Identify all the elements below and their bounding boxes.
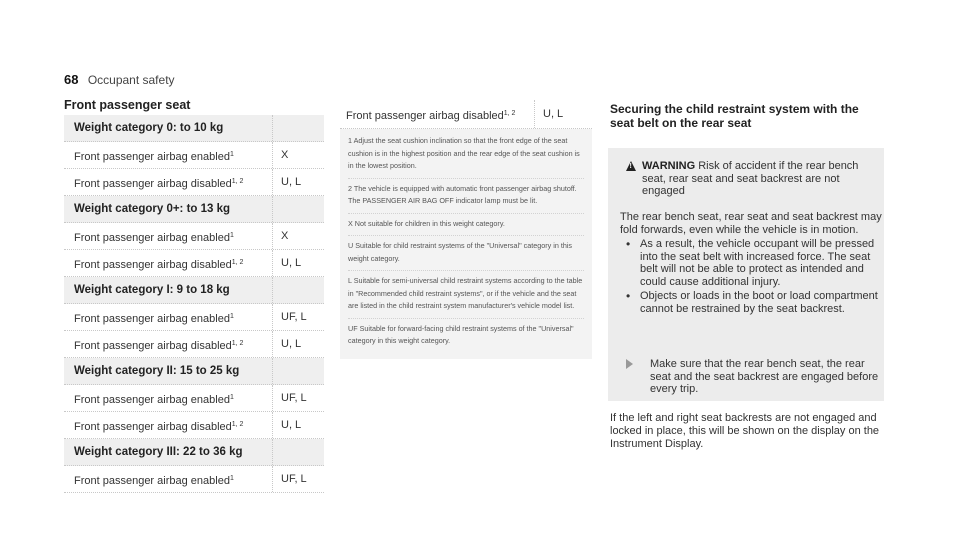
row-value: [272, 358, 324, 384]
row-label: Front passenger airbag enabled$^1$: [74, 232, 234, 244]
row-value: UF, L: [272, 466, 324, 492]
warning-label: WARNING: [642, 160, 696, 172]
row-label: Weight category I: 9 to 18 kg: [74, 284, 230, 296]
row-value: X: [272, 223, 324, 249]
footnote: 1 Adjust the seat cushion inclination so that the front edge of the seat cushion is in the highest position and the rear edge of the seat cushion is in the lowest position.: [348, 131, 584, 179]
table-row: [64, 250, 324, 277]
table-row: [64, 223, 324, 250]
row-value: U, L: [272, 250, 324, 276]
row-value: UF, L: [272, 385, 324, 411]
row-label: Front passenger airbag disabled$^{1, 2}$: [74, 178, 244, 190]
table-row: [340, 100, 592, 129]
row-value: UF, L: [272, 304, 324, 330]
footnote: X Not suitable for children in this weight category.: [348, 214, 584, 237]
table-row: [64, 304, 324, 331]
row-label: Front passenger airbag disabled$^{1, 2}$: [74, 340, 244, 352]
warning-bullet: • Objects or loads in the boot or load compartment cannot be restrained by the seat backrest.: [620, 290, 882, 315]
warning-heading-text: Risk of accident if the rear bench seat, rear seat and seat backrest are not engaged: [642, 160, 859, 197]
weight-category-row: [64, 196, 324, 223]
footnote: U Suitable for child restraint systems of the "Universal" category in this weight category.: [348, 236, 584, 271]
row-value: U, L: [272, 169, 324, 195]
table-row: [64, 169, 324, 196]
weight-category-row: [64, 115, 324, 142]
continued-table: [340, 100, 592, 359]
row-label: Front passenger airbag enabled$^1$: [74, 394, 234, 406]
warning-heading: [620, 160, 880, 198]
footnote: L Suitable for semi-universal child restraint systems according to the table in "Recommended child restraint systems", or if the vehicle and the seat are listed in the child restraint system manufacturer's vehicle model list.: [348, 271, 584, 319]
warning-bullet: • As a result, the vehicle occupant will be pressed into the seat belt with increased force. The seat belt will not be able to protect as intended and could cause additional injury.: [620, 238, 882, 288]
exclamation-icon: !: [629, 163, 632, 170]
row-value: U, L: [272, 331, 324, 357]
action-text: Make sure that the rear bench seat, the rear seat and the seat backrest are engaged before every trip.: [650, 358, 879, 395]
footnote: 2 The vehicle is equipped with automatic front passenger airbag shutoff. The PASSENGER AIR BAG OFF indicator lamp must be lit.: [348, 179, 584, 214]
page-number: 68: [64, 72, 79, 87]
row-value: U, L: [534, 100, 592, 128]
securing-title: Securing the child restraint system with the seat belt on the rear seat: [610, 102, 859, 130]
row-label: Front passenger airbag disabled$^{1, 2}$: [74, 421, 244, 433]
warning-paragraph: The rear bench seat, rear seat and seat backrest may fold forwards, even while the vehicle is in motion.: [620, 211, 882, 236]
row-value: [272, 196, 324, 222]
row-label: Front passenger airbag enabled$^1$: [74, 151, 234, 163]
row-value: X: [272, 142, 324, 168]
footnotes: [340, 129, 592, 359]
front-passenger-seat-title: Front passenger seat: [64, 98, 191, 112]
warning-body: [620, 211, 882, 315]
row-label: Weight category II: 15 to 25 kg: [74, 365, 240, 377]
row-value: U, L: [272, 412, 324, 438]
table-row: [64, 331, 324, 358]
table-row: [64, 385, 324, 412]
display-note: If the left and right seat backrests are not engaged and locked in place, this will be shown on the display on the Instrument Display.: [610, 412, 880, 450]
section-title: Occupant safety: [87, 73, 175, 87]
page-header: [64, 72, 175, 87]
row-label: Front passenger airbag disabled$^{1, 2}$: [74, 259, 244, 271]
warning-box: [608, 148, 884, 401]
row-label: Weight category 0: to 10 kg: [74, 122, 224, 134]
weight-category-row: [64, 358, 324, 385]
row-label: Weight category 0+: to 13 kg: [74, 203, 231, 215]
action-arrow-icon: [626, 359, 633, 369]
row-label: Front passenger airbag disabled$^{1, 2}$: [346, 110, 516, 122]
row-value: [272, 439, 324, 465]
weight-category-row: [64, 439, 324, 466]
suitability-table: [64, 115, 324, 493]
row-label: Weight category III: 22 to 36 kg: [74, 446, 243, 458]
row-label: Front passenger airbag enabled$^1$: [74, 313, 234, 325]
row-label: Front passenger airbag enabled$^1$: [74, 475, 234, 487]
warning-action: [620, 358, 882, 396]
weight-category-row: [64, 277, 324, 304]
table-row: [64, 142, 324, 169]
table-row: [64, 412, 324, 439]
row-value: [272, 115, 324, 141]
table-row: [64, 466, 324, 493]
warning-bullets: [620, 238, 882, 315]
footnote: UF Suitable for forward-facing child restraint systems of the "Universal" category in this weight category.: [348, 323, 574, 345]
row-value: [272, 277, 324, 303]
